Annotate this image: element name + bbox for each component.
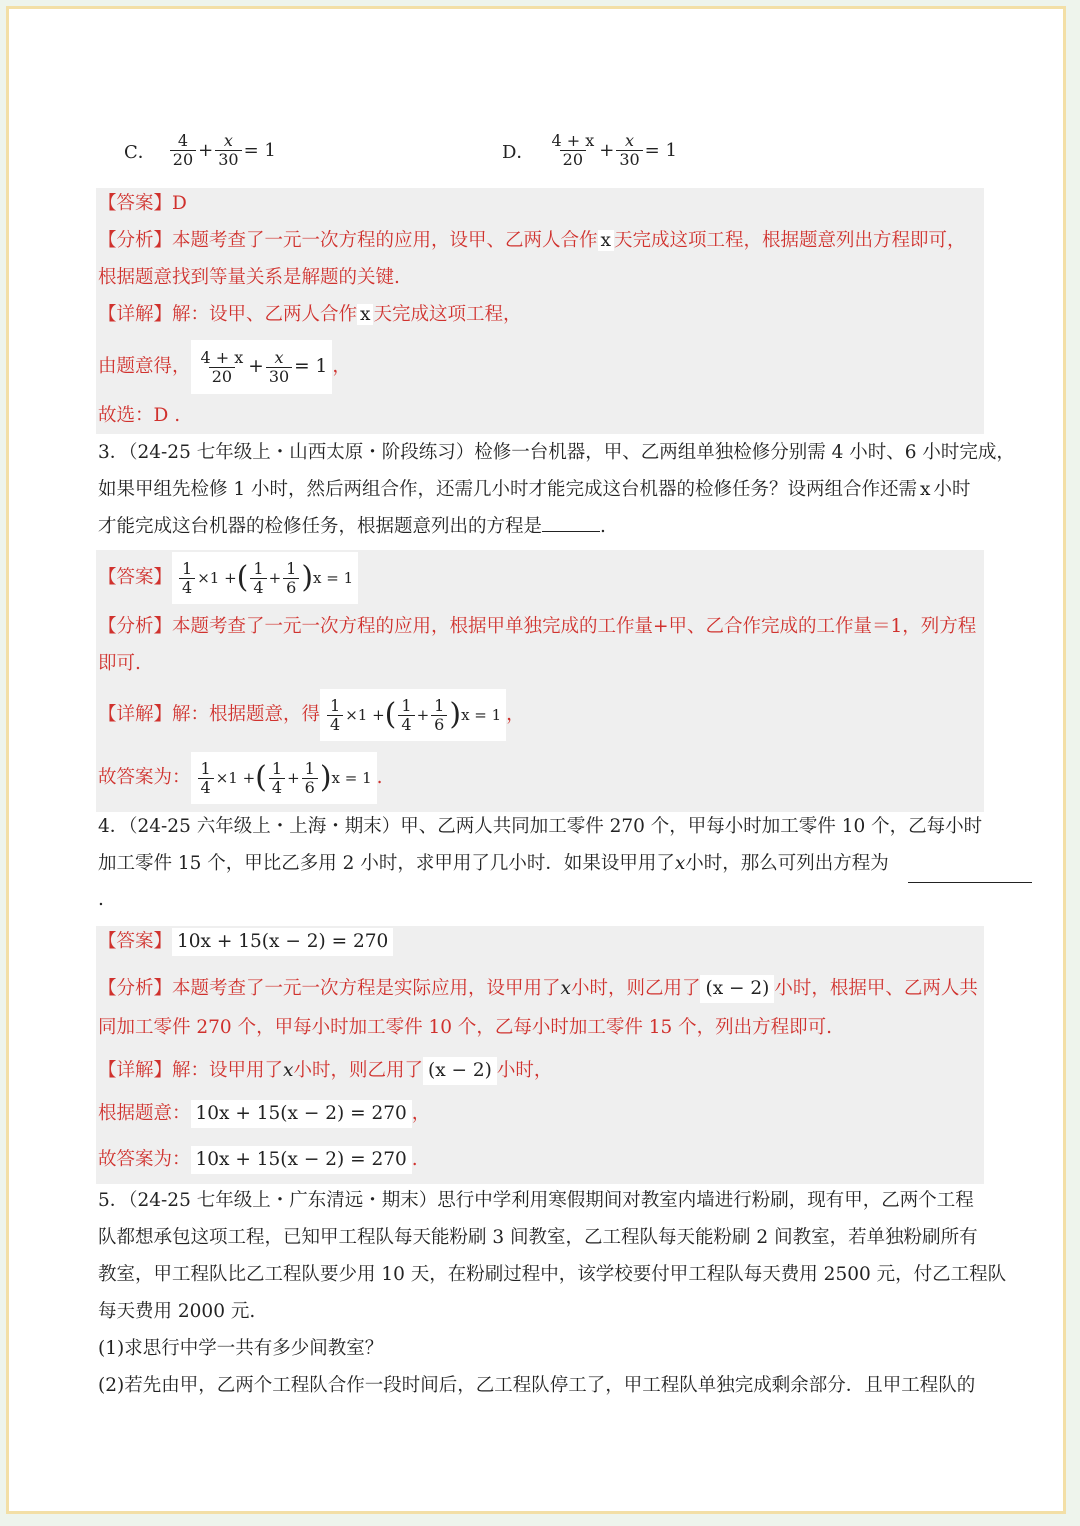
question-text: 队都想承包这项工程，已知甲工程队每天能粉刷 3 间教室，乙工程队每天能粉刷 2 间教室，若单独粉刷所有 <box>98 1227 978 1248</box>
numerator: 1 <box>182 558 193 578</box>
period: . <box>411 1149 418 1170</box>
comma: ， <box>332 356 351 377</box>
choose-text: 故选：D . <box>98 405 181 426</box>
equation-tail: x = 1 <box>461 706 502 724</box>
equation <box>172 552 358 604</box>
fraction <box>616 132 642 169</box>
final-answer-line <box>98 752 383 804</box>
detail-text: 小时，则乙用了 <box>293 1060 423 1081</box>
denominator: 4 <box>198 778 214 797</box>
equation-tail: x = 1 <box>331 769 372 787</box>
answer-line <box>98 192 187 216</box>
detail-text: 由题意得， <box>98 356 191 377</box>
question-text: (1)求思行中学一共有多少间教室？ <box>98 1338 384 1359</box>
denominator: 4 <box>398 715 414 734</box>
final-answer-line <box>98 1146 418 1174</box>
left-paren: ( <box>255 760 267 795</box>
detail-line <box>98 303 521 327</box>
sub-question-1 <box>98 1337 383 1361</box>
analysis-text: 天完成这项工程，根据题意列出方程即可， <box>613 230 966 251</box>
denominator: 6 <box>283 578 299 597</box>
times-term: ×1 + <box>345 706 385 724</box>
question-4-line <box>98 888 104 912</box>
equals-one: = 1 <box>294 356 328 377</box>
analysis-text: 即可. <box>98 653 141 674</box>
choose-line <box>98 404 180 428</box>
detail-line <box>98 689 525 741</box>
numerator: 1 <box>401 695 412 715</box>
period: . <box>98 889 104 910</box>
numerator: 1 <box>330 695 341 715</box>
question-text: 小时，那么可列出方程为 <box>685 853 889 874</box>
final-label: 故答案为： <box>98 767 191 788</box>
fraction <box>548 132 597 169</box>
variable-x: x <box>917 479 933 500</box>
analysis-line <box>98 615 976 639</box>
numerator: x <box>223 131 233 150</box>
analysis-text: 小时，根据甲、乙两人共 <box>774 978 978 999</box>
denominator: 4 <box>179 578 195 597</box>
period: . <box>600 516 606 537</box>
analysis-line <box>98 1016 832 1040</box>
right-paren: ) <box>449 697 462 732</box>
equation: 10x + 15(x − 2) = 270 <box>191 1146 412 1174</box>
analysis-text: 本题考查了一元一次方程是实际应用，设甲用了 <box>172 978 561 999</box>
question-5-line <box>98 1300 255 1324</box>
plus-sign: + <box>599 140 615 161</box>
plus-sign: + <box>416 706 430 724</box>
detail-text: 天完成这项工程， <box>373 304 522 325</box>
question-text: 每天费用 2000 元. <box>98 1301 256 1322</box>
times-term: ×1 + <box>197 569 237 587</box>
question-text: 教室，甲工程队比乙工程队要少用 10 天，在粉刷过程中，该学校要付甲工程队每天费用 2500 元，付乙工程队 <box>98 1264 1007 1285</box>
denominator: 30 <box>266 367 292 386</box>
detail-text: 解：根据题意，得 <box>172 704 321 725</box>
right-paren: ) <box>301 560 314 595</box>
numerator: 1 <box>253 558 264 578</box>
numerator: 4 + x <box>200 347 244 367</box>
question-3-line <box>98 441 1015 465</box>
question-text: 加工零件 15 个，甲比乙多用 2 小时，求甲用了几小时．如果设甲用了 <box>98 853 675 874</box>
denominator: 4 <box>269 778 285 797</box>
plus-sign: + <box>248 356 264 377</box>
answer-line <box>98 552 358 604</box>
sub-question-2 <box>98 1374 975 1398</box>
answer-blank <box>908 858 1032 883</box>
times-term: ×1 + <box>215 769 256 787</box>
plus-sign: + <box>287 769 300 787</box>
equation: 10x + 15(x − 2) = 270 <box>191 1100 412 1128</box>
question-text: 才能完成这台机器的检修任务，根据题意列出的方程是 <box>98 516 543 537</box>
variable-x: x <box>598 230 614 251</box>
equation <box>191 752 377 804</box>
variable-x: x <box>560 978 571 999</box>
analysis-text: 同加工零件 270 个，甲每小时加工零件 10 个，乙每小时加工零件 15 个，列出方程即可. <box>98 1017 833 1038</box>
denominator: 6 <box>431 715 447 734</box>
numerator: x <box>624 131 634 150</box>
question-5-line <box>98 1226 978 1250</box>
analysis-tag: 【分析】 <box>98 230 173 251</box>
question-3-line <box>98 515 606 539</box>
denominator: 20 <box>560 150 586 169</box>
denominator: 30 <box>616 150 642 169</box>
variable-x: x <box>674 853 686 874</box>
analysis-text: 小时，则乙用了 <box>570 978 701 999</box>
question-5-line <box>98 1263 1006 1287</box>
equals-one: = 1 <box>644 140 677 161</box>
question-4-line <box>98 815 982 839</box>
numerator: 4 <box>177 131 189 150</box>
analysis-text: 本题考查了一元一次方程的应用，设甲、乙两人合作 <box>172 230 598 251</box>
detail-line <box>98 1057 552 1085</box>
detail-text: 根据题意： <box>98 1103 191 1124</box>
expression: (x − 2) <box>700 975 774 1003</box>
question-text: 4．（24-25 六年级上・上海・期末）甲、乙两人共同加工零件 270 个，甲每小时加工零件 10 个，乙每小时 <box>98 816 983 837</box>
analysis-line <box>98 229 965 253</box>
question-text: (2)若先由甲，乙两个工程队合作一段时间后，乙工程队停工了，甲工程队单独完成剩余部分．且甲工程队的 <box>98 1375 976 1396</box>
denominator: 20 <box>170 150 196 169</box>
question-3-line <box>98 478 971 502</box>
answer-line <box>98 928 393 956</box>
answer-value: D <box>172 193 187 214</box>
answer-tag: 【答案】 <box>98 931 173 952</box>
numerator: x <box>274 347 284 367</box>
expression: (x − 2) <box>423 1057 497 1085</box>
option-c-label: C． <box>124 141 156 163</box>
plus-sign: + <box>198 140 214 161</box>
denominator: 4 <box>327 715 343 734</box>
detail-tag: 【详解】 <box>98 1060 173 1081</box>
period: . <box>376 767 383 788</box>
option-d-label: D． <box>502 141 535 163</box>
left-paren: ( <box>236 560 249 595</box>
equation <box>191 340 333 394</box>
answer-tag: 【答案】 <box>98 567 173 588</box>
question-text: 如果甲组先检修 1 小时，然后两组合作，还需几小时才能完成这台机器的检修任务？设两组合作还需 <box>98 479 918 500</box>
analysis-line <box>98 652 141 676</box>
numerator: 1 <box>434 695 445 715</box>
analysis-tag: 【分析】 <box>98 616 173 637</box>
option-d <box>502 132 677 169</box>
fraction <box>215 132 241 169</box>
fraction <box>170 132 196 169</box>
question-5-line <box>98 1189 974 1213</box>
right-paren: ) <box>319 760 332 795</box>
analysis-line <box>98 266 400 290</box>
denominator: 20 <box>209 367 235 386</box>
detail-line <box>98 340 351 394</box>
numerator: 4 + x <box>551 131 595 150</box>
answer-tag: 【答案】 <box>98 193 173 214</box>
denominator: 4 <box>250 578 266 597</box>
analysis-tag: 【分析】 <box>98 978 173 999</box>
denominator: 6 <box>302 778 318 797</box>
left-paren: ( <box>384 697 397 732</box>
numerator: 1 <box>286 558 297 578</box>
analysis-text: 本题考查了一元一次方程的应用，根据甲单独完成的工作量+甲、乙合作完成的工作量＝1，列方程 <box>172 616 977 637</box>
comma: ， <box>411 1103 431 1124</box>
detail-text: 解：设甲用了 <box>172 1060 284 1081</box>
denominator: 30 <box>215 150 241 169</box>
question-text: 小时 <box>933 479 971 500</box>
analysis-line <box>98 975 978 1003</box>
variable-x: x <box>283 1060 294 1081</box>
plus-sign: + <box>268 569 282 587</box>
detail-tag: 【详解】 <box>98 304 173 325</box>
question-text: 3．（24-25 七年级上・山西太原・阶段练习）检修一台机器，甲、乙两组单独检修分别需 4 小时、6 小时完成， <box>98 442 1015 463</box>
question-text: 5．（24-25 七年级上・广东清远・期末）思行中学利用寒假期间对教室内墙进行粉刷，现有甲，乙两个工程 <box>98 1190 974 1211</box>
equation <box>320 689 506 741</box>
equals-one: = 1 <box>243 140 276 161</box>
final-label: 故答案为： <box>98 1149 191 1170</box>
question-4-line <box>98 852 889 876</box>
variable-x: x <box>357 304 373 325</box>
detail-text: 解：设甲、乙两人合作 <box>172 304 358 325</box>
detail-line <box>98 1100 430 1128</box>
option-c <box>124 132 276 169</box>
equation-tail: x = 1 <box>313 569 354 587</box>
numerator: 1 <box>200 758 211 778</box>
numerator: 1 <box>271 758 283 778</box>
numerator: 1 <box>304 758 315 778</box>
comma: ， <box>506 704 525 725</box>
detail-tag: 【详解】 <box>98 704 173 725</box>
equation: 10x + 15(x − 2) = 270 <box>172 928 393 956</box>
answer-blank <box>542 531 600 532</box>
analysis-text: 根据题意找到等量关系是解题的关键. <box>98 267 400 288</box>
detail-text: 小时， <box>496 1060 553 1081</box>
